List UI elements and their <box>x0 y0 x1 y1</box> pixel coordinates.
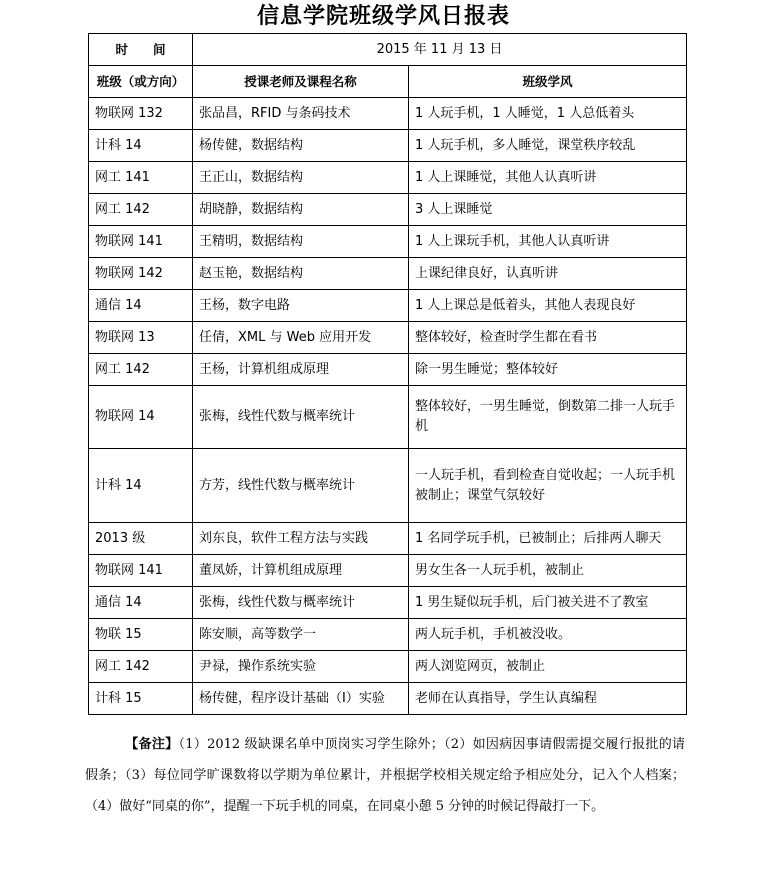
column-header-style: 班级学风 <box>409 66 687 98</box>
cell-class-style: 整体较好，一男生睡觉，倒数第二排一人玩手机 <box>409 386 687 449</box>
cell-class: 网工 141 <box>89 162 193 194</box>
cell-class: 计科 15 <box>89 683 193 715</box>
date-row <box>89 34 687 66</box>
cell-class: 2013 级 <box>89 523 193 555</box>
table-row <box>89 290 687 322</box>
column-header-teacher-course: 授课老师及课程名称 <box>193 66 409 98</box>
cell-class-style: 整体较好，检查时学生都在看书 <box>409 322 687 354</box>
cell-class-style: 1 人上课睡觉，其他人认真听讲 <box>409 162 687 194</box>
cell-class: 网工 142 <box>89 194 193 226</box>
cell-class: 通信 14 <box>89 587 193 619</box>
cell-class-style: 除一男生睡觉；整体较好 <box>409 354 687 386</box>
note-text: （1）2012 级缺课名单中顶岗实习学生除外；（2）如因病因事请假需提交履行报批的请假条；（3）每位同学旷课数将以学期为单位累计，并根据学校相关规定给予相应处分，记入个人档案；（4）做好“同桌的你”，提醒一下玩手机的同桌，在同桌小憩 5 分钟的时候记得敲打一下。 <box>85 737 685 814</box>
cell-class: 通信 14 <box>89 290 193 322</box>
cell-class-style: 男女生各一人玩手机，被制止 <box>409 555 687 587</box>
cell-class: 物联网 13 <box>89 322 193 354</box>
table-row <box>89 651 687 683</box>
cell-class: 计科 14 <box>89 449 193 523</box>
cell-class: 计科 14 <box>89 130 193 162</box>
cell-class: 物联网 141 <box>89 555 193 587</box>
cell-teacher-course: 张梅，线性代数与概率统计 <box>193 386 409 449</box>
cell-teacher-course: 王杨，数字电路 <box>193 290 409 322</box>
cell-class: 网工 142 <box>89 651 193 683</box>
cell-class: 物联网 141 <box>89 226 193 258</box>
cell-class-style: 老师在认真指导，学生认真编程 <box>409 683 687 715</box>
cell-teacher-course: 方芳，线性代数与概率统计 <box>193 449 409 523</box>
cell-class-style: 1 男生疑似玩手机，后门被关进不了教室 <box>409 587 687 619</box>
cell-teacher-course: 陈安顺，高等数学一 <box>193 619 409 651</box>
cell-teacher-course: 刘东良，软件工程方法与实践 <box>193 523 409 555</box>
cell-teacher-course: 尹禄，操作系统实验 <box>193 651 409 683</box>
cell-teacher-course: 王精明，数据结构 <box>193 226 409 258</box>
report-date: 2015 年 11 月 13 日 <box>193 34 687 66</box>
table-row <box>89 683 687 715</box>
cell-class-style: 两人玩手机，手机被没收。 <box>409 619 687 651</box>
cell-teacher-course: 杨传健，程序设计基础（I）实验 <box>193 683 409 715</box>
cell-class: 网工 142 <box>89 354 193 386</box>
table-row <box>89 386 687 449</box>
page-title: 信息学院班级学风日报表 <box>256 4 510 29</box>
table-row <box>89 226 687 258</box>
table-row <box>89 354 687 386</box>
cell-class: 物联网 132 <box>89 98 193 130</box>
note-label: 【备注】 <box>125 737 179 752</box>
cell-teacher-course: 王正山，数据结构 <box>193 162 409 194</box>
cell-teacher-course: 张梅，线性代数与概率统计 <box>193 587 409 619</box>
column-header-row <box>89 66 687 98</box>
table-row <box>89 194 687 226</box>
time-label: 时 间 <box>89 34 193 66</box>
table-row <box>89 555 687 587</box>
cell-teacher-course: 张品昌，RFID 与条码技术 <box>193 98 409 130</box>
cell-teacher-course: 杨传健，数据结构 <box>193 130 409 162</box>
cell-teacher-course: 赵玉艳，数据结构 <box>193 258 409 290</box>
table-row <box>89 523 687 555</box>
table-row <box>89 98 687 130</box>
note-paragraph <box>85 729 685 822</box>
cell-class-style: 1 人上课总是低着头，其他人表现良好 <box>409 290 687 322</box>
table-row <box>89 619 687 651</box>
table-row <box>89 322 687 354</box>
cell-teacher-course: 董凤娇，计算机组成原理 <box>193 555 409 587</box>
cell-teacher-course: 胡晓静，数据结构 <box>193 194 409 226</box>
table-row <box>89 162 687 194</box>
cell-class-style: 1 人玩手机，多人睡觉，课堂秩序较乱 <box>409 130 687 162</box>
table-row <box>89 449 687 523</box>
cell-class-style: 1 人上课玩手机，其他人认真听讲 <box>409 226 687 258</box>
cell-teacher-course: 王杨，计算机组成原理 <box>193 354 409 386</box>
cell-teacher-course: 任倩，XML 与 Web 应用开发 <box>193 322 409 354</box>
cell-class: 物联网 14 <box>89 386 193 449</box>
cell-class-style: 3 人上课睡觉 <box>409 194 687 226</box>
cell-class: 物联网 142 <box>89 258 193 290</box>
table-row <box>89 258 687 290</box>
cell-class-style: 上课纪律良好，认真听讲 <box>409 258 687 290</box>
table-row <box>89 587 687 619</box>
cell-class: 物联 15 <box>89 619 193 651</box>
column-header-class: 班级（或方向） <box>89 66 193 98</box>
cell-class-style: 1 人玩手机，1 人睡觉，1 人总低着头 <box>409 98 687 130</box>
cell-class-style: 一人玩手机，看到检查自觉收起；一人玩手机被制止；课堂气氛较好 <box>409 449 687 523</box>
report-table <box>88 33 687 715</box>
cell-class-style: 两人浏览网页，被制止 <box>409 651 687 683</box>
cell-class-style: 1 名同学玩手机，已被制止；后排两人聊天 <box>409 523 687 555</box>
table-row <box>89 130 687 162</box>
